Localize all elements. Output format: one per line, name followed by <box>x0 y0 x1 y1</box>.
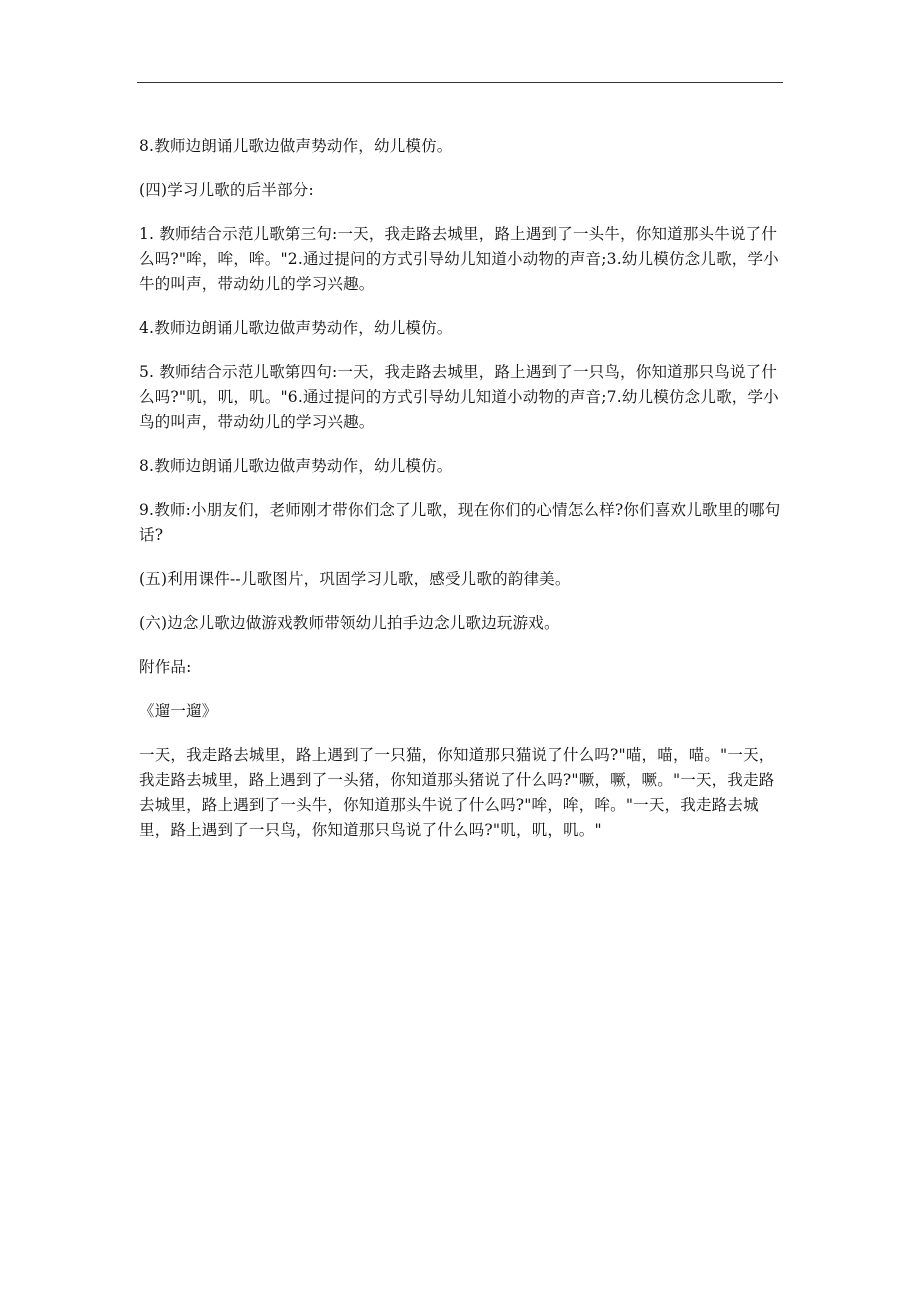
paragraph-section-5: (五)利用课件--儿歌图片，巩固学习儿歌，感受儿歌的韵律美。 <box>139 570 571 588</box>
poem-title: 《遛一遛》 <box>139 702 218 720</box>
header-rule <box>137 82 783 83</box>
paragraph-appendix-label: 附作品: <box>139 658 192 676</box>
paragraph-step-8: 8.教师边朗诵儿歌边做声势动作，幼儿模仿。 <box>139 137 453 155</box>
paragraph-step-8-repeat: 8.教师边朗诵儿歌边做声势动作，幼儿模仿。 <box>139 457 453 475</box>
paragraph-section-6: (六)边念儿歌边做游戏教师带领幼儿拍手边念儿歌边玩游戏。 <box>139 614 560 632</box>
paragraph-step-5-7: 5. 教师结合示范儿歌第四句:一天，我走路去城里，路上遇到了一只鸟，你知道那只鸟说了什么吗?"叽，叽，叽。"6.通过提问的方式引导幼儿知道小动物的声音;7.幼儿模仿念儿歌，学小鸟的叫声，带动幼儿的学习兴趣。 <box>139 363 779 431</box>
paragraph-section-4-heading: (四)学习儿歌的后半部分: <box>139 181 314 199</box>
document-body <box>139 134 781 862</box>
paragraph-step-4: 4.教师边朗诵儿歌边做声势动作，幼儿模仿。 <box>139 319 453 337</box>
paragraph-step-9: 9.教师:小朋友们，老师刚才带你们念了儿歌，现在你们的心情怎么样?你们喜欢儿歌里的哪句话? <box>139 501 781 544</box>
poem-body: 一天，我走路去城里，路上遇到了一只猫，你知道那只猫说了什么吗?"喵，喵，喵。"一天，我走路去城里，路上遇到了一头猪，你知道那头猪说了什么吗?"噘，噘，噘。"一天，我走路去城里，路上遇到了一头牛，你知道那头牛说了什么吗?"哞，哞，哞。"一天，我走路去城里，路上遇到了一只鸟，你知道那只鸟说了什么吗?"叽，叽，叽。" <box>139 746 775 839</box>
paragraph-step-1-3: 1. 教师结合示范儿歌第三句:一天，我走路去城里，路上遇到了一头牛，你知道那头牛说了什么吗?"哞，哞，哞。"2.通过提问的方式引导幼儿知道小动物的声音;3.幼儿模仿念儿歌，学小牛的叫声，带动幼儿的学习兴趣。 <box>139 225 779 293</box>
